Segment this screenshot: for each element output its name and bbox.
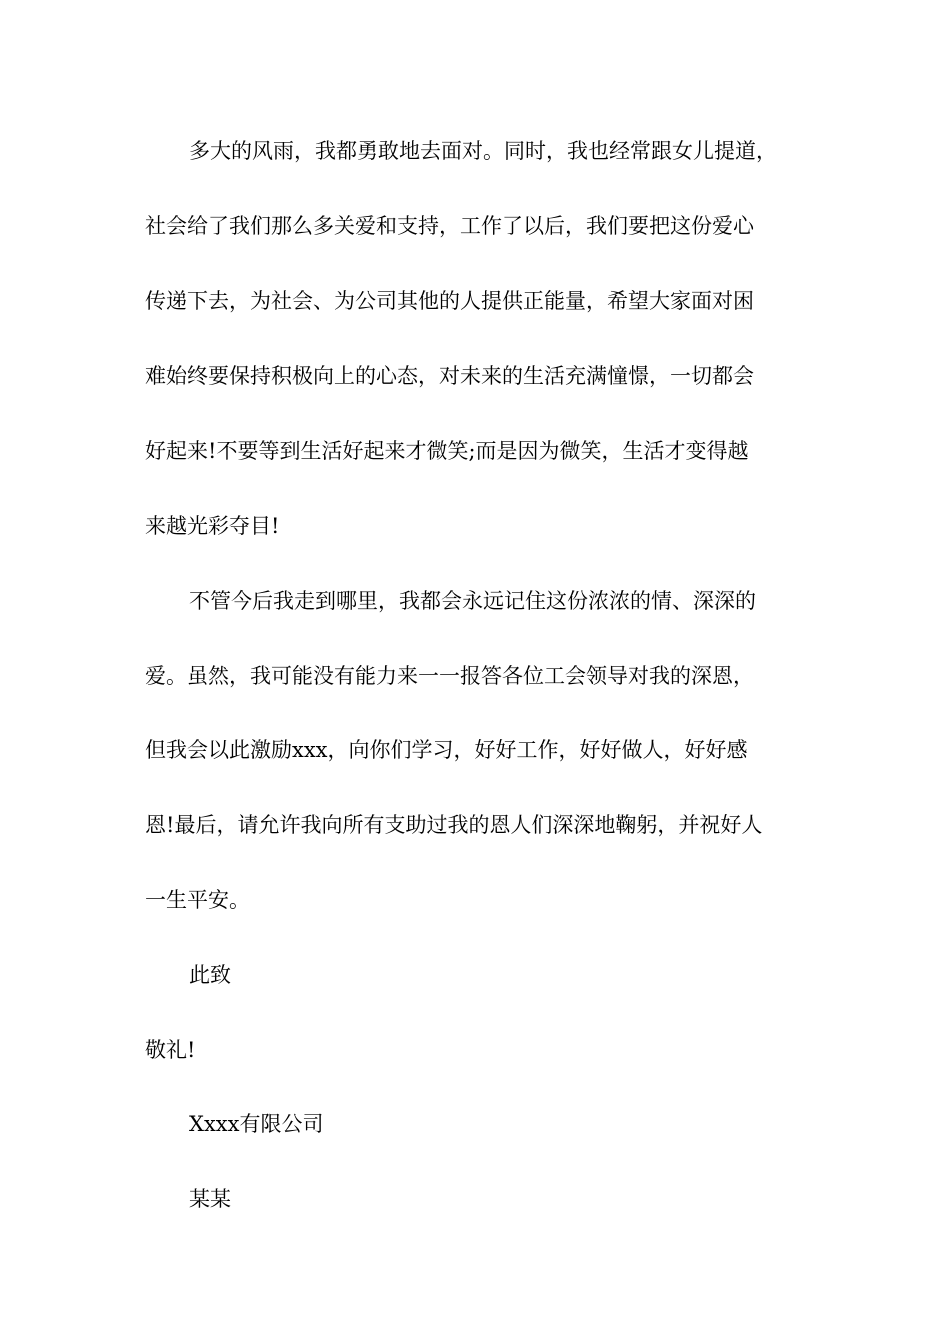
body-line: 恩!最后，请允许我向所有支助过我的恩人们深深地鞠躬，并祝好人 — [145, 813, 763, 837]
body-line: 传递下去，为社会、为公司其他的人提供正能量，希望大家面对困 — [145, 289, 754, 313]
salutation-text: 敬礼! — [145, 1038, 196, 1062]
signatory-name: 某某 — [189, 1187, 231, 1211]
closing-text: 此致 — [189, 963, 231, 987]
body-line: 不管今后我走到哪里，我都会永远记住这份浓浓的情、深深的 — [189, 589, 756, 613]
body-line: 但我会以此激励xxx，向你们学习，好好工作，好好做人，好好感 — [145, 738, 748, 762]
body-line: 好起来!不要等到生活好起来才微笑;而是因为微笑，生活才变得越 — [145, 439, 749, 463]
body-line: 多大的风雨，我都勇敢地去面对。同时，我也经常跟女儿提道， — [189, 139, 777, 163]
company-name: Xxxx有限公司 — [189, 1112, 324, 1136]
body-line: 一生平安。 — [145, 888, 250, 912]
body-line: 社会给了我们那么多关爱和支持，工作了以后，我们要把这份爱心 — [145, 214, 754, 238]
body-line: 爱。虽然，我可能没有能力来一一报答各位工会领导对我的深恩， — [145, 664, 754, 688]
body-line: 难始终要保持积极向上的心态，对未来的生活充满憧憬，一切都会 — [145, 364, 754, 388]
body-line: 来越光彩夺目! — [145, 514, 280, 538]
